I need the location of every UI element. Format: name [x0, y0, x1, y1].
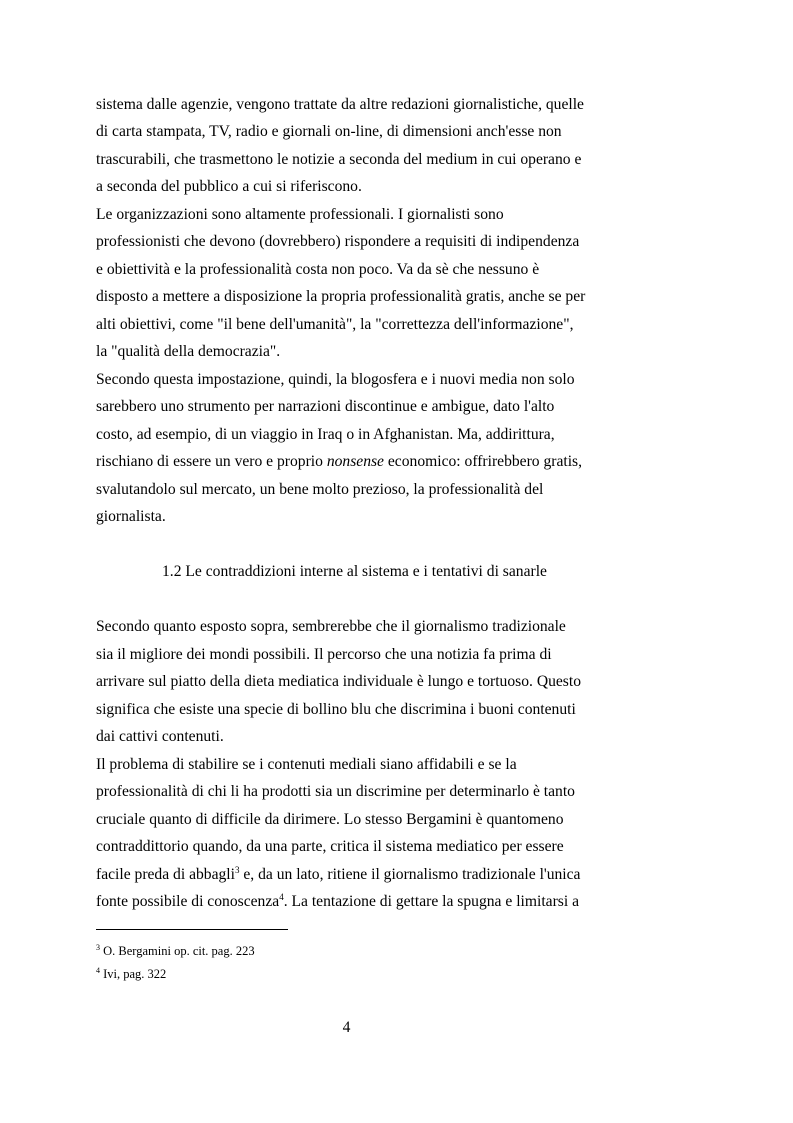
text-line: di carta stampata, TV, radio e giornali on-line, di dimensioni anch'esse non [96, 123, 562, 140]
text-line: la "qualità della democrazia". [96, 343, 281, 360]
text-line: Il problema di stabilire se i contenuti mediali siano affidabili e se la [96, 756, 517, 773]
text-line: professionisti che devono (dovrebbero) rispondere a requisiti di indipendenza [96, 233, 580, 250]
footnote [96, 967, 166, 982]
section-heading: 1.2 Le contraddizioni interne al sistema e i tentativi di sanarle [162, 563, 547, 580]
text-line: svalutandolo sul mercato, un bene molto prezioso, la professionalità del [96, 481, 544, 498]
text-line [96, 893, 579, 911]
text-line [96, 453, 582, 471]
text-segment: e, da un lato, ritiene il giornalismo tradizionale l'unica [239, 866, 581, 883]
footnote-number: 4 [96, 966, 100, 975]
text-segment: rischiano di essere un vero e proprio [96, 453, 327, 470]
footnote-text: O. Bergamini op. cit. pag. 223 [100, 944, 255, 958]
text-line: alti obiettivi, come "il bene dell'umanità", la "correttezza dell'informazione", [96, 316, 574, 333]
text-line: professionalità di chi li ha prodotti sia un discrimine per determinarlo è tanto [96, 783, 575, 800]
footnote-text: Ivi, pag. 322 [100, 967, 167, 981]
text-line: significa che esiste una specie di bollino blu che discrimina i buoni contenuti [96, 701, 576, 718]
text-segment: fonte possibile di conoscenza [96, 893, 280, 910]
text-segment: facile preda di abbagli [96, 866, 235, 883]
text-line: contraddittorio quando, da una parte, critica il sistema mediatico per essere [96, 838, 564, 855]
text-line: sarebbero uno strumento per narrazioni discontinue e ambigue, dato l'alto [96, 398, 555, 415]
text-line: sistema dalle agenzie, vengono trattate da altre redazioni giornalistiche, quelle [96, 96, 584, 113]
text-line: Secondo quanto esposto sopra, sembrerebbe che il giornalismo tradizionale [96, 618, 566, 635]
text-line [96, 866, 580, 884]
text-line: dai cattivi contenuti. [96, 728, 224, 745]
footnote-number: 3 [96, 943, 100, 952]
footnote-separator [96, 929, 288, 930]
text-line: disposto a mettere a disposizione la propria professionalità gratis, anche se per [96, 288, 586, 305]
text-line: giornalista. [96, 508, 166, 525]
text-line: costo, ad esempio, di un viaggio in Iraq o in Afghanistan. Ma, addirittura, [96, 426, 555, 443]
text-line: arrivare sul piatto della dieta mediatica individuale è lungo e tortuoso. Questo [96, 673, 581, 690]
text-line: sia il migliore dei mondi possibili. Il percorso che una notizia fa prima di [96, 646, 552, 663]
text-line: trascurabili, che trasmettono le notizie a seconda del medium in cui operano e [96, 151, 582, 168]
text-segment: . La tentazione di gettare la spugna e limitarsi a [283, 893, 579, 910]
page-number: 4 [342, 1019, 351, 1036]
text-line: cruciale quanto di difficile da dirimere. Lo stesso Bergamini è quantomeno [96, 811, 564, 828]
text-line: Le organizzazioni sono altamente professionali. I giornalisti sono [96, 206, 504, 223]
text-line: a seconda del pubblico a cui si riferiscono. [96, 178, 362, 195]
text-line: Secondo questa impostazione, quindi, la blogosfera e i nuovi media non solo [96, 371, 575, 388]
text-line: e obiettività e la professionalità costa non poco. Va da sè che nessuno è [96, 261, 540, 278]
footnote [96, 944, 255, 959]
text-segment: economico: offrirebbero gratis, [383, 453, 583, 470]
italic-term: nonsense [326, 453, 384, 470]
footnote-ref[interactable]: 3 [234, 865, 240, 875]
footnote-ref[interactable]: 4 [279, 892, 284, 902]
